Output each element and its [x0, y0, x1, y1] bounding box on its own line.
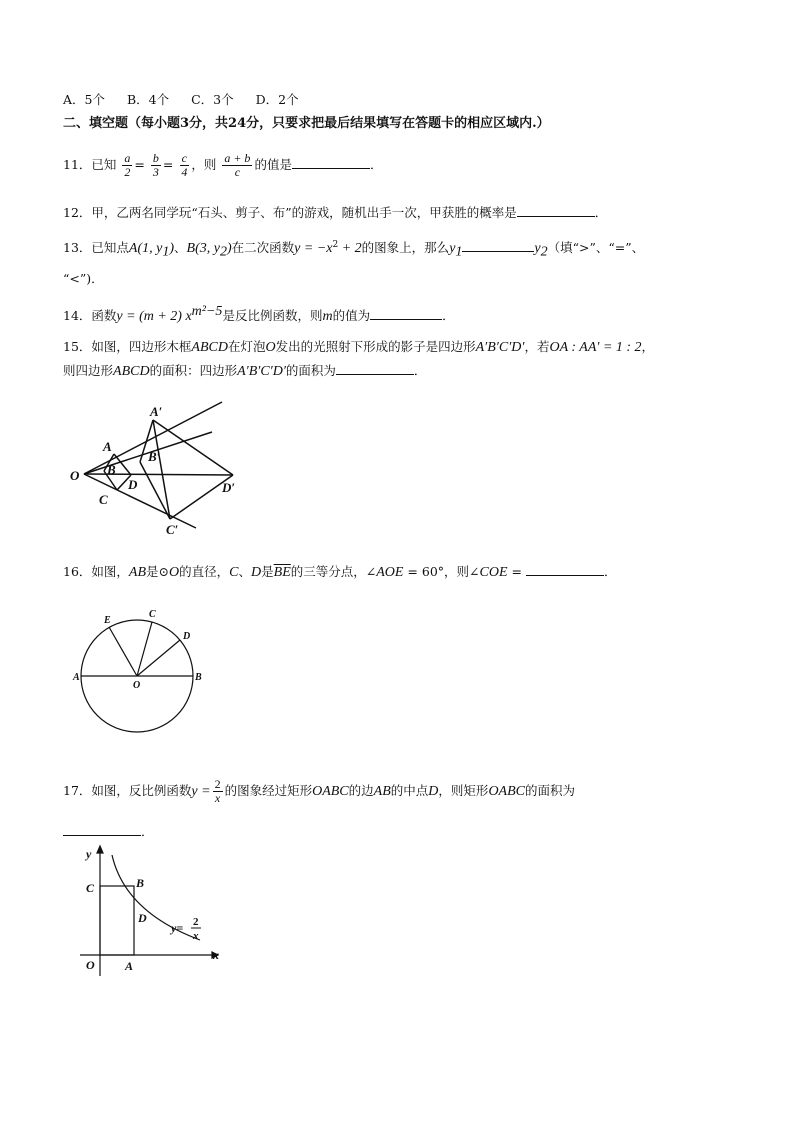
question-13: 13．已知点A(1, $y_1$)、B(3, $y_2$)在二次函数$y = -x^2 + 2$的图象上，那么$y_1$ $y_2$（填“>”、“=”、 [63, 240, 645, 260]
fig16-label: A [73, 672, 80, 683]
question-11: 11．已知 $\frac{a}{2}$ = $\frac{b}{3}$ = $\frac{c}{4}$ ，则 $\frac{a + b}{c}$ 的值是 ． [63, 151, 383, 179]
question-16: 16．如图，AB是⊙O的直径，C、D是$\overline{BE}$的三等分点，∠AOE = 60°，则∠COE = ． [63, 564, 617, 580]
fig17-curve [112, 855, 200, 940]
fraction-a-2: $\frac{a}{2}$ [124, 151, 131, 179]
fig15-label: D′ [222, 480, 236, 495]
fig17-label: C [86, 881, 95, 895]
fraction-c-4: $\frac{c}{4}$ [181, 151, 188, 179]
fig16-label: B [195, 672, 202, 683]
fig15-label: D [128, 477, 138, 492]
fig17-label: x [213, 948, 219, 962]
fig16-label: D [183, 631, 191, 642]
question-15: 15．如图，四边形木框ABCD在灯泡O发出的光照射下形成的影子是四边形A′B′C′D′，若OA : AA′ = 1 : 2， [63, 339, 655, 355]
fig17-label: y [86, 847, 92, 861]
question-13-line2: “<”)． [63, 271, 104, 286]
question-17-line2: ． [63, 823, 154, 841]
fig16-label: E [104, 615, 111, 626]
question-12: 12．甲，乙两名同学玩“石头、剪子、布”的游戏，随机出手一次，甲获胜的概率是 ． [63, 205, 608, 220]
fig16-label: C [149, 609, 156, 620]
fig15-label: A′ [150, 404, 163, 419]
fig15-label: C [99, 492, 108, 507]
option-b: B．4个 [126, 92, 170, 107]
fig15-label: A [103, 439, 112, 454]
fig17-curve-den: x [193, 930, 199, 942]
fig17-rectangle [100, 886, 134, 955]
option-a: A．5个 [63, 92, 105, 107]
section-title: 二、填空题（每小题3分，共24分，只要求把最后结果填写在答题卡的相应区域内.） [63, 116, 550, 131]
option-d: D．2个 [255, 92, 299, 107]
fig17-label: A [125, 959, 134, 973]
fig17-label: O [86, 958, 95, 972]
fraction-2-x: $\frac{2}{x}$ [214, 777, 221, 805]
fraction-b-3: $\frac{b}{3}$ [152, 151, 159, 179]
fig17-label: D [138, 911, 147, 925]
fig15-label: C′ [166, 522, 179, 537]
fig15-label: O [70, 468, 80, 483]
fig15-label: B [107, 462, 116, 477]
fig17-curve-label: y= [171, 921, 184, 935]
question-17: 17．如图，反比例函数y = $\frac{2}{x}$ 的图象经过矩形OABC的边AB的中点D，则矩形OABC的面积为 [63, 777, 576, 805]
fig17-curve-num: 2 [193, 916, 199, 928]
fig16-label: O [133, 680, 141, 691]
fig15-label: B′ [148, 449, 161, 464]
fig17-label: B [136, 876, 145, 890]
option-c: C．3个 [191, 92, 234, 107]
question-14: 14．函数y = (m + 2) $x^{m^2-5}$是反比例函数，则m的值为 ． [63, 304, 455, 325]
fraction-ab-c: $\frac{a + b}{c}$ [224, 151, 251, 179]
fig17-y-arrow [97, 846, 103, 853]
question-15-line2: 则四边形ABCD的面积：四边形A′B′C′D′的面积为 ． [63, 363, 427, 379]
